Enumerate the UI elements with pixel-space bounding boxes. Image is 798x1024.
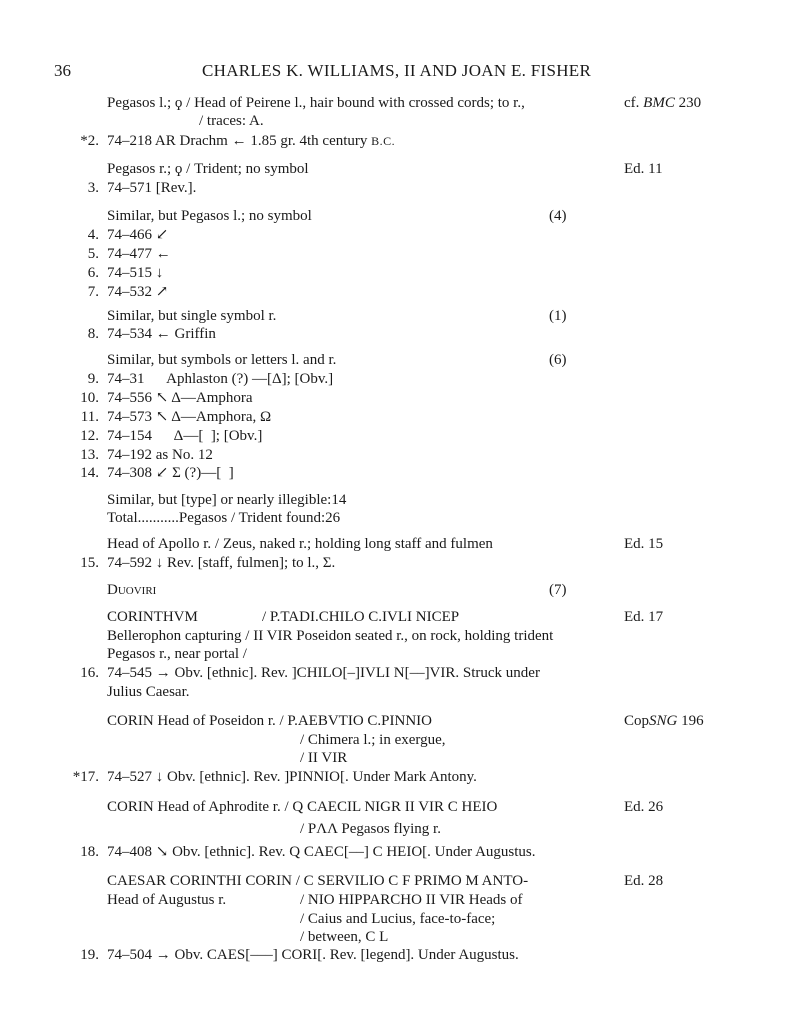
reference	[624, 96, 701, 111]
coin-entry-text: 74–218 AR Drachm ← 1.85 gr. 4th century	[107, 133, 368, 149]
type-description: CORIN Head of Poseidon r. / P.AEBVTIO C.PINNIO	[107, 713, 432, 729]
catalogue-number: 9.	[87, 371, 99, 387]
type-description-continued: / traces: A.	[199, 113, 264, 129]
type-description: CORIN Head of Aphrodite r. / Q CAECIL NIGR II VIR C HEIO	[107, 799, 498, 815]
catalogue-number: *17.	[72, 769, 99, 785]
type-description: Bellerophon capturing / II VIR Poseidon seated r., on rock, holding trident	[107, 628, 554, 644]
variant-heading: Similar, but symbols or letters l. and r.	[107, 352, 337, 368]
reference: Ed. 17	[624, 609, 664, 625]
catalogue-number: *2.	[80, 133, 99, 149]
coin-entry-continued: Julius Caesar.	[107, 684, 190, 700]
coin-entry: 74–573 ↖ Δ—Amphora, Ω	[107, 409, 272, 425]
coin-entry: 74–556 ↖ Δ—Amphora	[107, 390, 253, 406]
page-number: 36	[54, 61, 71, 80]
catalogue-number: 4.	[87, 227, 99, 243]
catalogue-number: 16.	[80, 665, 99, 681]
catalogue-number: 6.	[87, 265, 99, 281]
type-description-obverse: Head of Augustus r.	[107, 892, 227, 908]
coin-entry: 74–477 ←	[107, 246, 171, 262]
type-description-continued: / Caius and Lucius, face-to-face;	[300, 911, 496, 927]
variant-count: (6)	[549, 352, 567, 368]
section-heading: Duoviri	[107, 582, 157, 598]
catalogue-number: 7.	[87, 284, 99, 300]
type-description-continued: / Chimera l.; in exergue,	[300, 732, 446, 748]
catalogue-number: 3.	[87, 180, 99, 196]
reference-suffix: 196	[677, 713, 704, 729]
coin-entry: 74–308 ↙ Σ (?)—[ ]	[107, 465, 234, 481]
variant-count: (4)	[549, 208, 567, 224]
variant-heading: Similar, but single symbol r.	[107, 308, 277, 324]
reference-italic: BMC	[643, 95, 675, 111]
catalogue-number: 19.	[80, 947, 99, 963]
coin-entry: 74–515 ↓	[107, 265, 164, 281]
coin-entry: 74–532 ↗	[107, 284, 169, 300]
reference-italic: SNG	[649, 713, 678, 729]
running-head: CHARLES K. WILLIAMS, II AND JOAN E. FISHER	[202, 61, 592, 80]
reference: Ed. 15	[624, 536, 664, 552]
coin-entry: 74–408 ↘ Obv. [ethnic]. Rev. Q CAEC[––] C HEIO[. Under Augustus.	[107, 844, 536, 860]
reference: Ed. 26	[624, 799, 664, 815]
coin-entry	[107, 134, 395, 149]
catalogue-number: 8.	[87, 326, 99, 342]
coin-entry: 74–527 ↓ Obv. [ethnic]. Rev. ]PINNIO[. Under Mark Antony.	[107, 769, 477, 785]
variant-count: (1)	[549, 308, 567, 324]
type-description: Head of Apollo r. / Zeus, naked r.; holding long staff and fulmen	[107, 536, 493, 552]
catalogue-number: 18.	[80, 844, 99, 860]
coin-entry: 74–534 ← Griffin	[107, 326, 216, 342]
era-label: B.C.	[371, 134, 396, 148]
legend-obverse: CORINTHVM	[107, 609, 198, 625]
reference-prefix: cf.	[624, 95, 644, 111]
reference	[624, 714, 704, 729]
coin-entry: 74–504 → Obv. CAES[–––] CORI[. Rev. [legend]. Under Augustus.	[107, 947, 519, 963]
coin-entry: 74–592 ↓ Rev. [staff, fulmen]; to l., Σ.	[107, 555, 336, 571]
catalogue-number: 5.	[87, 246, 99, 262]
reference: Ed. 28	[624, 873, 664, 889]
catalogue-number: 15.	[80, 555, 99, 571]
type-description-continued: / II VIR	[300, 750, 348, 766]
variant-heading: Similar, but Pegasos l.; no symbol	[107, 208, 312, 224]
type-description-continued: Pegasos r., near portal /	[107, 646, 247, 662]
coin-entry: 74–31 Aphlaston (?) —[Δ]; [Obv.]	[107, 371, 334, 387]
reference: Ed. 11	[624, 161, 663, 177]
type-description: CAESAR CORINTHI CORIN / C SERVILIO C F PRIMO M ANTO-	[107, 873, 529, 889]
coin-entry: 74–545 → Obv. [ethnic]. Rev. ]CHILO[–]IVLI N[––]VIR. Struck under	[107, 665, 540, 681]
reference-prefix: Cop	[624, 713, 650, 729]
type-description: Pegasos r.; ϙ / Trident; no symbol	[107, 161, 309, 177]
type-description-continued: / NIO HIPPARCHO II VIR Heads of	[300, 892, 523, 908]
reference-suffix: 230	[674, 95, 702, 111]
section-count: (7)	[549, 582, 567, 598]
catalogue-number: 11.	[80, 409, 99, 425]
catalogue-number: 10.	[80, 390, 99, 406]
total-line: Total...........Pegasos / Trident found:26	[107, 510, 341, 526]
type-description: Pegasos l.; ϙ / Head of Peirene l., hair bound with crossed cords; to r.,	[107, 95, 525, 111]
summary-line: Similar, but [type] or nearly illegible:14	[107, 492, 347, 508]
type-description-continued: / PΛΛ Pegasos flying r.	[300, 821, 441, 837]
catalogue-number: 12.	[80, 428, 99, 444]
legend-reverse: / P.TADI.CHILO C.IVLI NICEP	[262, 609, 460, 625]
type-description-continued: / between, C L	[300, 929, 389, 945]
coin-entry: 74–154 Δ—[ ]; [Obv.]	[107, 428, 263, 444]
catalogue-number: 13.	[80, 447, 99, 463]
coin-entry: 74–192 as No. 12	[107, 447, 213, 463]
coin-entry: 74–571 [Rev.].	[107, 180, 197, 196]
catalogue-number: 14.	[80, 465, 99, 481]
coin-entry: 74–466 ↙	[107, 227, 169, 243]
